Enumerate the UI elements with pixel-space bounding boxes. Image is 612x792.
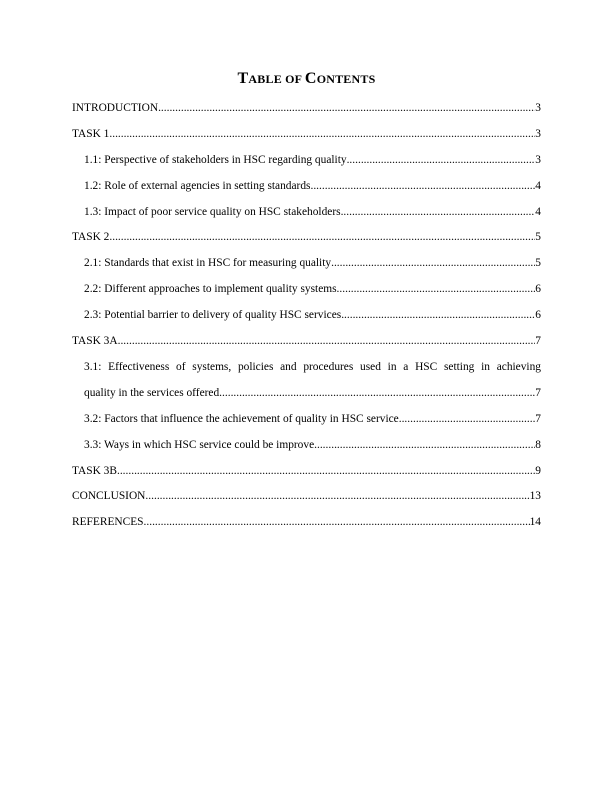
toc-entry-1-3[interactable]	[72, 200, 541, 226]
toc-entry-page: 6	[535, 283, 541, 296]
toc-entry-task-1[interactable]	[72, 122, 541, 148]
toc-entry-1-2[interactable]	[72, 174, 541, 200]
toc-entry-task-3b[interactable]	[72, 459, 541, 485]
dot-leader	[117, 459, 535, 485]
dot-leader	[109, 122, 535, 148]
dot-leader	[341, 200, 536, 226]
toc-entry-page: 3	[535, 127, 541, 140]
toc-entry-page: 4	[535, 179, 541, 192]
dot-leader	[219, 381, 535, 407]
toc-entry-page: 5	[535, 257, 541, 270]
toc-entry-2-3[interactable]	[72, 303, 541, 329]
toc-entry-1-1[interactable]	[72, 148, 541, 174]
dot-leader	[337, 277, 536, 303]
toc-entry-conclusion[interactable]	[72, 484, 541, 510]
toc-entry-page: 7	[535, 335, 541, 348]
toc-entry-page: 8	[535, 438, 541, 451]
toc-entry-page: 9	[535, 464, 541, 477]
toc-entry-label: TASK 2	[72, 231, 110, 244]
toc-entry-label: 1.3: Impact of poor service quality on HSC stakeholders	[84, 205, 341, 218]
toc-entry-label: REFERENCES	[72, 516, 144, 529]
toc-entry-label: 1.2: Role of external agencies in setting standards	[84, 179, 311, 192]
toc-entry-label: INTRODUCTION	[72, 102, 159, 114]
dot-leader	[331, 251, 535, 277]
toc-entry-page: 7	[535, 386, 541, 399]
toc-entry-task-2[interactable]	[72, 225, 541, 251]
toc-entry-page: 13	[529, 490, 541, 503]
toc-entry-3-3[interactable]	[72, 433, 541, 459]
toc-entry-label: 2.1: Standards that exist in HSC for measuring quality	[84, 257, 332, 270]
toc-entry-label: 2.2: Different approaches to implement quality systems	[84, 283, 337, 296]
toc-entry-page: 7	[535, 412, 541, 425]
toc-entry-3-2[interactable]	[72, 407, 541, 433]
dot-leader	[109, 225, 535, 251]
toc-list	[72, 96, 541, 536]
toc-title-c: C	[304, 70, 317, 87]
toc-title-t: T	[237, 70, 249, 87]
toc-entry-label: 2.3: Potential barrier to delivery of quality HSC services	[84, 309, 342, 322]
toc-entry-label-line2: quality in the services offered	[84, 386, 220, 399]
toc-entry-label: 1.1: Perspective of stakeholders in HSC regarding quality	[84, 153, 347, 166]
toc-title-ontents: ONTENTS	[316, 72, 376, 86]
toc-entry-page: 3	[535, 153, 541, 166]
toc-entry-page: 6	[535, 309, 541, 322]
dot-leader	[347, 148, 536, 174]
toc-entry-task-3a[interactable]	[72, 329, 541, 355]
dot-leader	[341, 303, 535, 329]
toc-entry-3-1[interactable]	[72, 355, 541, 407]
toc-entry-2-1[interactable]	[72, 251, 541, 277]
toc-entry-label: TASK 1	[72, 127, 110, 140]
dot-leader	[144, 510, 530, 536]
dot-leader	[118, 329, 536, 355]
dot-leader	[399, 407, 536, 433]
toc-entry-page: 4	[535, 205, 541, 218]
toc-entry-page: 5	[535, 231, 541, 244]
dot-leader	[314, 433, 535, 459]
toc-entry-introduction[interactable]	[72, 96, 541, 122]
toc-entry-label-line1: 3.1: Effectiveness of systems, policies and procedures used in a HSC setting in achieving	[84, 360, 541, 373]
toc-title-able-of: ABLE OF	[248, 72, 305, 86]
toc-title	[72, 70, 541, 88]
toc-entry-references[interactable]	[72, 510, 541, 536]
toc-entry-label: CONCLUSION	[72, 490, 146, 503]
toc-entry-page: 3	[535, 102, 541, 114]
dot-leader	[145, 484, 529, 510]
toc-entry-2-2[interactable]	[72, 277, 541, 303]
document-page	[72, 70, 541, 536]
dot-leader	[310, 174, 535, 200]
toc-entry-label: TASK 3A	[72, 335, 118, 348]
toc-entry-page: 14	[529, 516, 541, 529]
dot-leader	[158, 96, 535, 122]
toc-entry-label: TASK 3B	[72, 464, 117, 477]
toc-entry-label: 3.2: Factors that influence the achievement of quality in HSC service	[84, 412, 399, 425]
toc-entry-label: 3.3: Ways in which HSC service could be improve	[84, 438, 315, 451]
